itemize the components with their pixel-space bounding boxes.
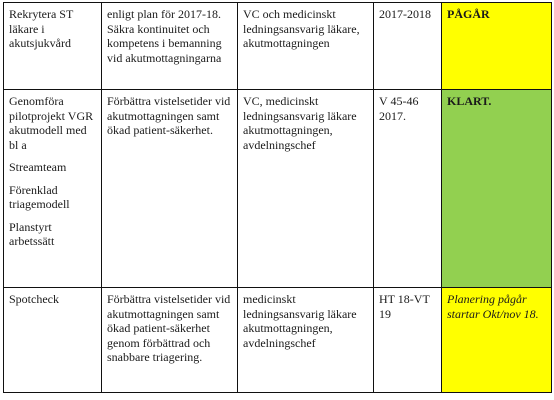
- activity-text: Rekrytera ST läkare i akutsjukvård: [9, 7, 74, 50]
- status-cell: [442, 3, 552, 90]
- status-text: Planering pågår startar Okt/nov 18.: [447, 292, 539, 321]
- activity-cell: [4, 90, 102, 288]
- time-cell: [374, 3, 442, 90]
- activity-text: Spotcheck: [9, 292, 59, 306]
- goal-cell: [102, 3, 238, 90]
- status-cell: [442, 288, 552, 393]
- time-cell: [374, 90, 442, 288]
- table-row: [4, 3, 552, 90]
- activity-cell: [4, 3, 102, 90]
- goal-text: enligt plan för 2017-18. Säkra kontinuitet och kompetens i bemanning vid akutmottagningarna: [107, 7, 222, 65]
- responsible-cell: [238, 90, 374, 288]
- goal-cell: [102, 288, 238, 393]
- goal-text: Förbättra vistelsetider vid akutmottagningen samt ökad patient-säkerhet.: [107, 94, 231, 137]
- activity-text: Genomföra pilotprojekt VGR akutmodell med bl a: [9, 94, 94, 152]
- status-cell: [442, 90, 552, 288]
- time-text: HT 18-VT 19: [379, 292, 430, 321]
- status-text: KLART.: [447, 94, 492, 108]
- activity-item: Streamteam: [9, 160, 67, 174]
- time-cell: [374, 288, 442, 393]
- responsible-text: medicinskt ledningsansvarig läkare akutmottagningen, avdelningschef: [243, 292, 357, 350]
- responsible-cell: [238, 288, 374, 393]
- responsible-text: VC, medicinskt ledningsansvarig läkare akutmottagningen, avdelningschef: [243, 94, 357, 152]
- time-text: V 45-46 2017.: [379, 94, 419, 123]
- responsible-text: VC och medicinskt ledningsansvarig läkare, akutmottagningen: [243, 7, 360, 50]
- action-plan-table: [3, 2, 552, 393]
- table-row: [4, 288, 552, 393]
- responsible-cell: [238, 3, 374, 90]
- activity-item: Förenklad triagemodell: [9, 182, 70, 211]
- goal-cell: [102, 90, 238, 288]
- activity-cell: [4, 288, 102, 393]
- activity-item: Planstyrt arbetssätt: [9, 219, 55, 248]
- time-text: 2017-2018: [379, 7, 431, 21]
- status-text: PÅGÅR: [447, 7, 490, 21]
- goal-text: Förbättra vistelsetider vid akutmottagningen samt ökad patient-säkerhet genom förbättrad och snabbare triagering.: [107, 292, 231, 364]
- table-row: [4, 90, 552, 288]
